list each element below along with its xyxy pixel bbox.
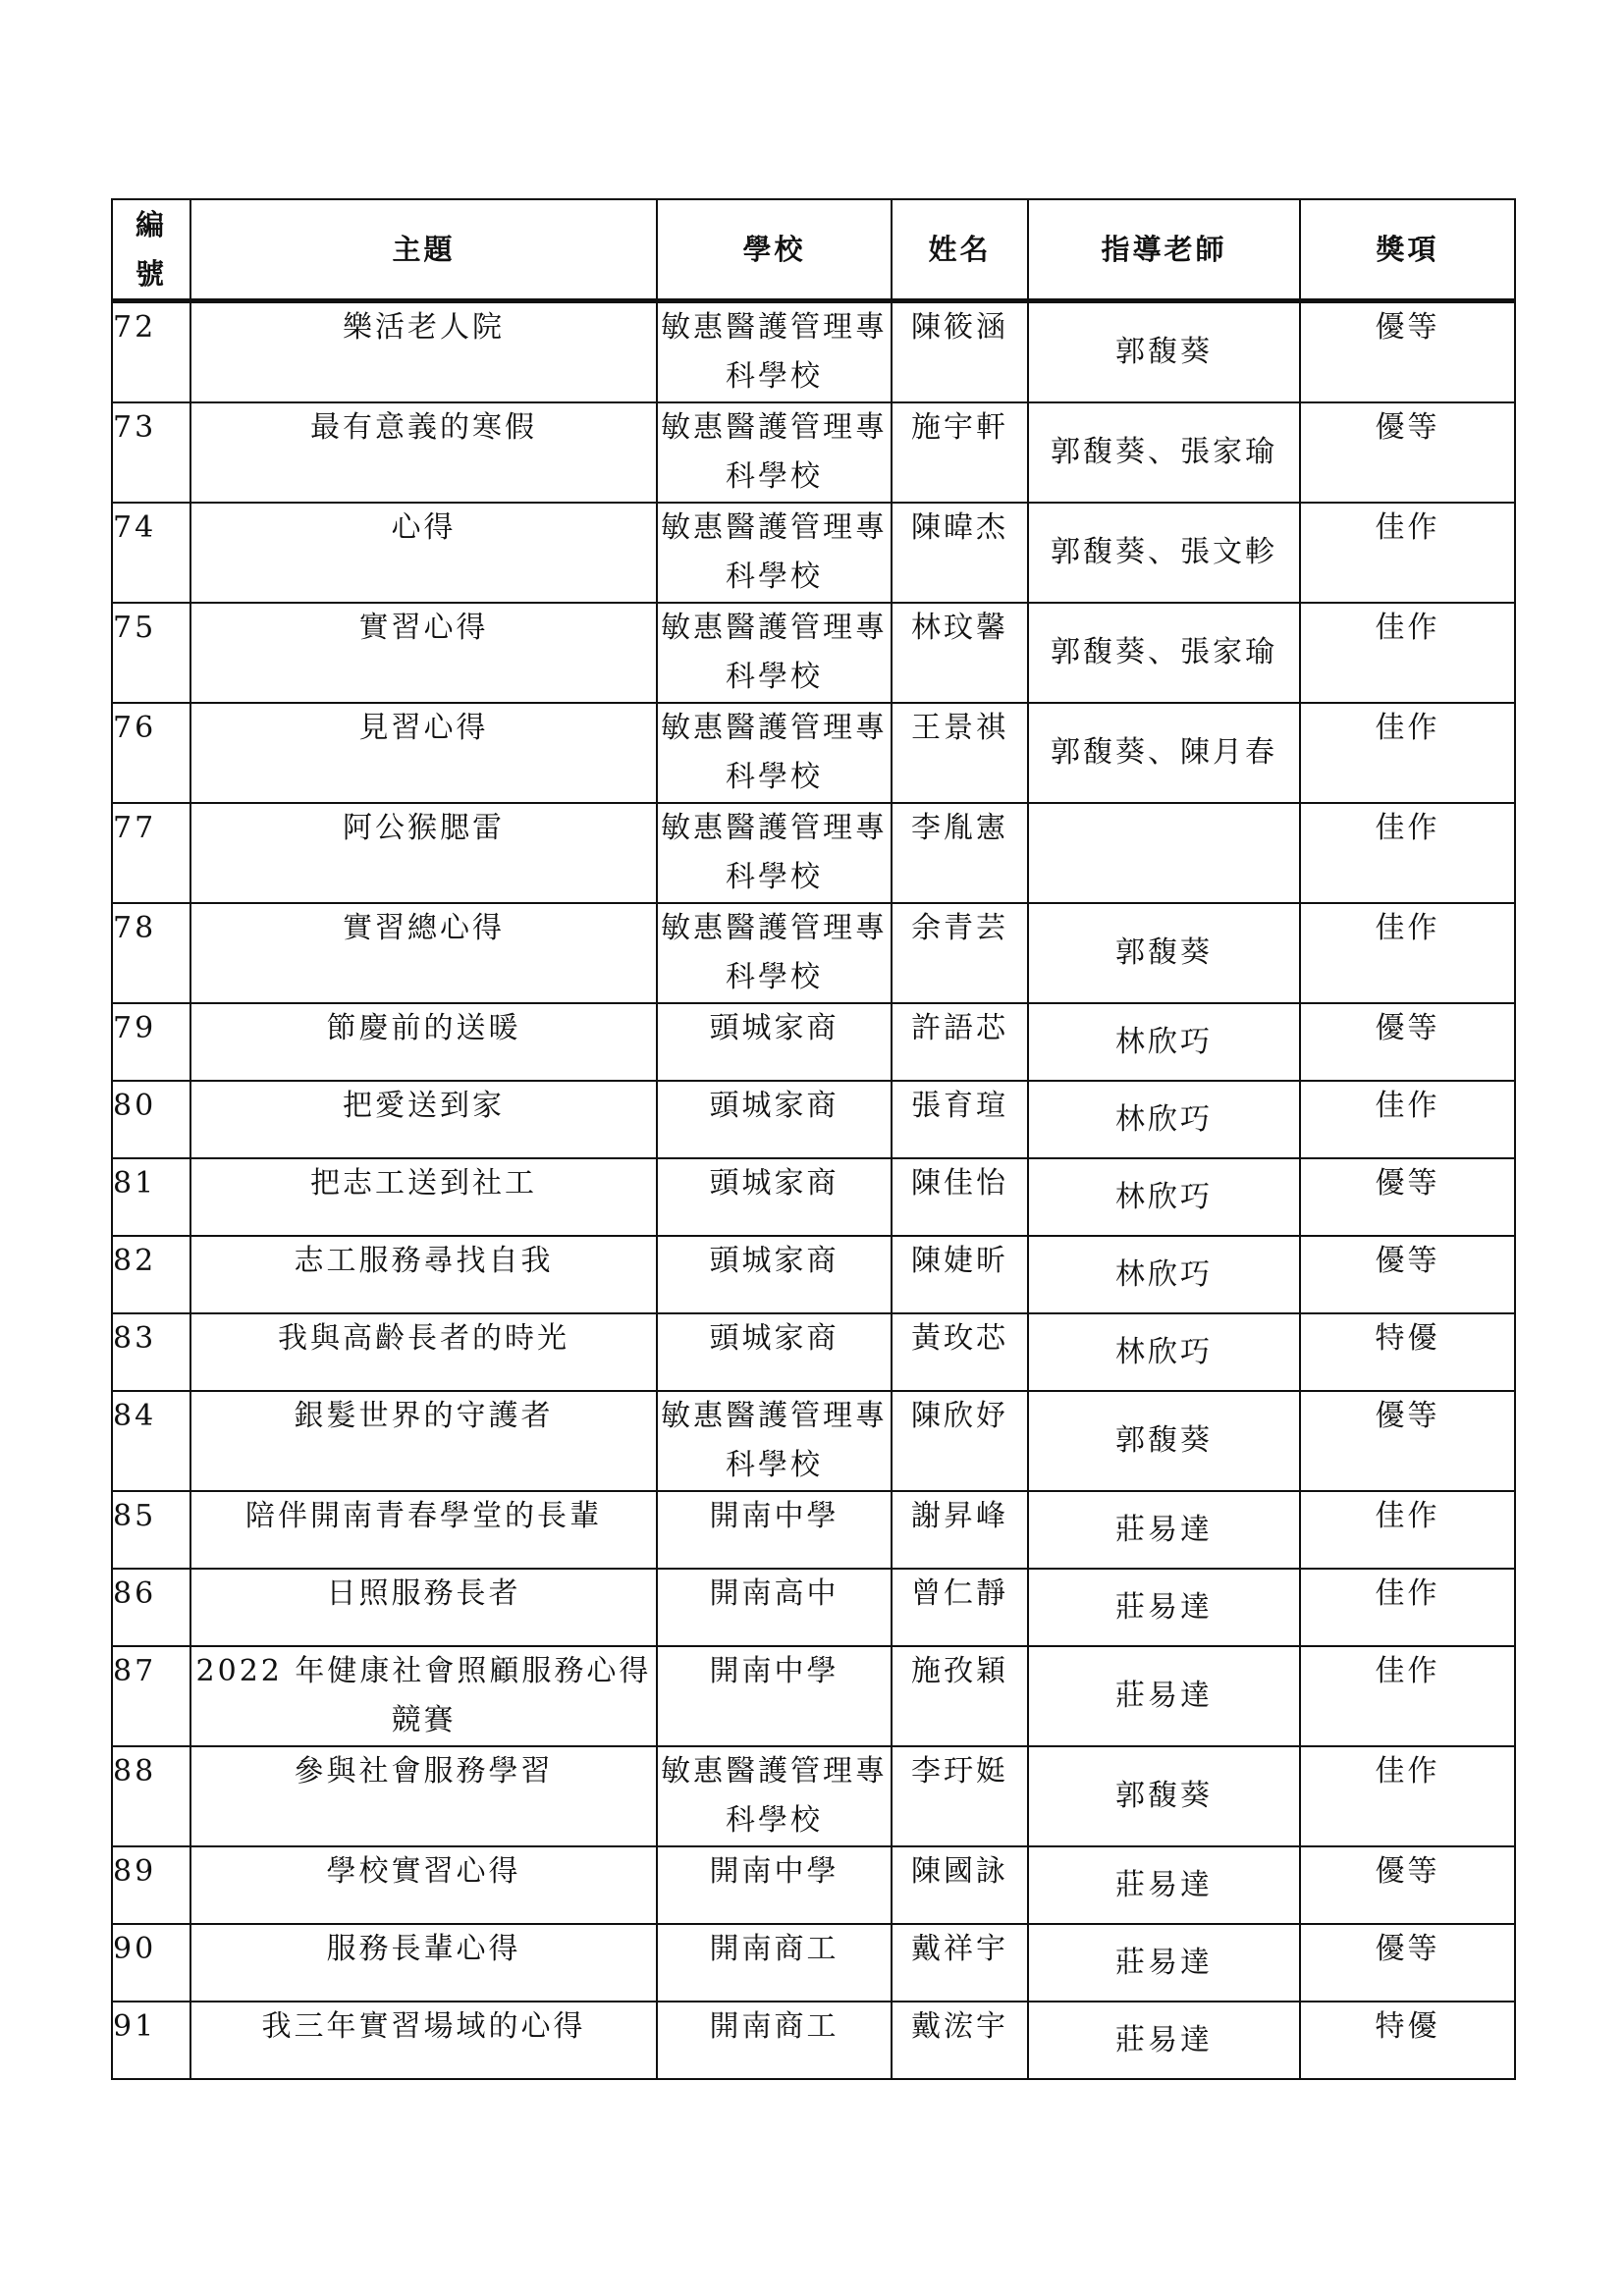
cell-teacher: 郭馥葵: [1028, 1391, 1300, 1491]
cell-school: 敏惠醫護管理專科學校: [657, 301, 892, 403]
cell-award: 佳作: [1300, 1646, 1515, 1746]
cell-number: 72: [112, 301, 190, 403]
cell-student-name: 施宇軒: [892, 402, 1028, 503]
cell-teacher: 林欣巧: [1028, 1236, 1300, 1313]
cell-school: 敏惠醫護管理專科學校: [657, 703, 892, 803]
cell-number: 74: [112, 503, 190, 603]
cell-award: 特優: [1300, 2002, 1515, 2079]
award-table-body: [112, 301, 1515, 2080]
table-row: [112, 1158, 1515, 1236]
cell-award: 佳作: [1300, 1569, 1515, 1646]
cell-teacher: 莊易達: [1028, 1569, 1300, 1646]
cell-number: 79: [112, 1003, 190, 1081]
table-row: [112, 301, 1515, 403]
cell-school: 開南中學: [657, 1646, 892, 1746]
cell-student-name: 王景祺: [892, 703, 1028, 803]
cell-school: 敏惠醫護管理專科學校: [657, 503, 892, 603]
table-row: [112, 1236, 1515, 1313]
cell-school: 敏惠醫護管理專科學校: [657, 803, 892, 903]
cell-school: 頭城家商: [657, 1003, 892, 1081]
cell-teacher: 郭馥葵、張文軫: [1028, 503, 1300, 603]
cell-teacher: 林欣巧: [1028, 1081, 1300, 1158]
table-row: [112, 1313, 1515, 1391]
cell-topic: 參與社會服務學習: [190, 1746, 657, 1846]
cell-award: 佳作: [1300, 1081, 1515, 1158]
cell-student-name: 謝昇峰: [892, 1491, 1028, 1569]
cell-school: 開南高中: [657, 1569, 892, 1646]
cell-award: 佳作: [1300, 803, 1515, 903]
table-row: [112, 603, 1515, 703]
cell-teacher: 郭馥葵: [1028, 903, 1300, 1003]
cell-teacher: 郭馥葵、張家瑜: [1028, 603, 1300, 703]
table-row: [112, 1924, 1515, 2002]
cell-award: 優等: [1300, 1924, 1515, 2002]
cell-award: 佳作: [1300, 603, 1515, 703]
cell-award: 佳作: [1300, 903, 1515, 1003]
cell-teacher: 郭馥葵: [1028, 301, 1300, 403]
cell-topic: 志工服務尋找自我: [190, 1236, 657, 1313]
cell-teacher: 莊易達: [1028, 1491, 1300, 1569]
cell-topic: 我與高齡長者的時光: [190, 1313, 657, 1391]
cell-teacher: 莊易達: [1028, 1846, 1300, 1924]
cell-student-name: 戴祥宇: [892, 1924, 1028, 2002]
table-row: [112, 402, 1515, 503]
table-row: [112, 1646, 1515, 1746]
cell-school: 敏惠醫護管理專科學校: [657, 402, 892, 503]
table-row: [112, 1491, 1515, 1569]
table-row: [112, 1846, 1515, 1924]
cell-number: 78: [112, 903, 190, 1003]
cell-topic: 學校實習心得: [190, 1846, 657, 1924]
cell-student-name: 李胤憲: [892, 803, 1028, 903]
cell-number: 83: [112, 1313, 190, 1391]
award-list-sheet: [111, 198, 1514, 2080]
cell-award: 特優: [1300, 1313, 1515, 1391]
cell-topic: 節慶前的送暖: [190, 1003, 657, 1081]
cell-award: 優等: [1300, 1236, 1515, 1313]
cell-number: 77: [112, 803, 190, 903]
cell-topic: 陪伴開南青春學堂的長輩: [190, 1491, 657, 1569]
cell-student-name: 施孜穎: [892, 1646, 1028, 1746]
cell-number: 81: [112, 1158, 190, 1236]
cell-teacher: [1028, 803, 1300, 903]
cell-topic: 樂活老人院: [190, 301, 657, 403]
header-number-line1: 編: [135, 208, 167, 241]
cell-student-name: 戴浤宇: [892, 2002, 1028, 2079]
cell-student-name: 李玗娗: [892, 1746, 1028, 1846]
cell-number: 87: [112, 1646, 190, 1746]
table-row: [112, 1391, 1515, 1491]
cell-number: 84: [112, 1391, 190, 1491]
cell-topic: 我三年實習場域的心得: [190, 2002, 657, 2079]
table-header-row: [112, 199, 1515, 301]
cell-school: 敏惠醫護管理專科學校: [657, 603, 892, 703]
cell-teacher: 林欣巧: [1028, 1003, 1300, 1081]
cell-school: 開南商工: [657, 1924, 892, 2002]
cell-award: 優等: [1300, 1158, 1515, 1236]
cell-teacher: 郭馥葵、陳月春: [1028, 703, 1300, 803]
cell-school: 開南中學: [657, 1846, 892, 1924]
cell-teacher: 林欣巧: [1028, 1313, 1300, 1391]
cell-student-name: 陳佳怡: [892, 1158, 1028, 1236]
cell-school: 開南商工: [657, 2002, 892, 2079]
cell-topic: 心得: [190, 503, 657, 603]
header-school: 學校: [657, 199, 892, 301]
cell-number: 73: [112, 402, 190, 503]
cell-topic: 日照服務長者: [190, 1569, 657, 1646]
cell-topic: 2022 年健康社會照顧服務心得競賽: [190, 1646, 657, 1746]
cell-teacher: 郭馥葵: [1028, 1746, 1300, 1846]
cell-number: 85: [112, 1491, 190, 1569]
cell-award: 佳作: [1300, 703, 1515, 803]
cell-school: 敏惠醫護管理專科學校: [657, 1746, 892, 1846]
cell-student-name: 陳欣妤: [892, 1391, 1028, 1491]
cell-student-name: 陳婕昕: [892, 1236, 1028, 1313]
cell-number: 76: [112, 703, 190, 803]
header-number-line2: 號: [135, 257, 167, 291]
cell-school: 頭城家商: [657, 1313, 892, 1391]
cell-student-name: 余青芸: [892, 903, 1028, 1003]
cell-topic: 把愛送到家: [190, 1081, 657, 1158]
cell-number: 75: [112, 603, 190, 703]
table-row: [112, 803, 1515, 903]
cell-number: 82: [112, 1236, 190, 1313]
cell-teacher: 莊易達: [1028, 2002, 1300, 2079]
cell-topic: 把志工送到社工: [190, 1158, 657, 1236]
table-row: [112, 903, 1515, 1003]
table-row: [112, 703, 1515, 803]
cell-student-name: 陳筱涵: [892, 301, 1028, 403]
cell-number: 88: [112, 1746, 190, 1846]
table-row: [112, 1081, 1515, 1158]
cell-award: 優等: [1300, 1846, 1515, 1924]
cell-school: 頭城家商: [657, 1236, 892, 1313]
cell-student-name: 許語芯: [892, 1003, 1028, 1081]
cell-topic: 實習總心得: [190, 903, 657, 1003]
cell-number: 80: [112, 1081, 190, 1158]
cell-school: 敏惠醫護管理專科學校: [657, 903, 892, 1003]
cell-student-name: 陳暐杰: [892, 503, 1028, 603]
cell-school: 敏惠醫護管理專科學校: [657, 1391, 892, 1491]
cell-number: 89: [112, 1846, 190, 1924]
cell-award: 優等: [1300, 1003, 1515, 1081]
cell-school: 開南中學: [657, 1491, 892, 1569]
cell-topic: 見習心得: [190, 703, 657, 803]
cell-number: 91: [112, 2002, 190, 2079]
cell-award: 佳作: [1300, 1746, 1515, 1846]
cell-number: 86: [112, 1569, 190, 1646]
cell-award: 佳作: [1300, 1491, 1515, 1569]
table-row: [112, 2002, 1515, 2079]
header-teacher: 指導老師: [1028, 199, 1300, 301]
cell-topic: 阿公猴腮雷: [190, 803, 657, 903]
cell-number: 90: [112, 1924, 190, 2002]
cell-award: 佳作: [1300, 503, 1515, 603]
table-row: [112, 1746, 1515, 1846]
cell-student-name: 張育瑄: [892, 1081, 1028, 1158]
header-name: 姓名: [892, 199, 1028, 301]
cell-student-name: 黃玫芯: [892, 1313, 1028, 1391]
table-row: [112, 503, 1515, 603]
header-award: 獎項: [1300, 199, 1515, 301]
header-number: [112, 199, 190, 301]
cell-topic: 服務長輩心得: [190, 1924, 657, 2002]
cell-topic: 銀髮世界的守護者: [190, 1391, 657, 1491]
cell-teacher: 林欣巧: [1028, 1158, 1300, 1236]
cell-school: 頭城家商: [657, 1081, 892, 1158]
cell-award: 優等: [1300, 402, 1515, 503]
cell-topic: 最有意義的寒假: [190, 402, 657, 503]
cell-teacher: 莊易達: [1028, 1646, 1300, 1746]
cell-teacher: 莊易達: [1028, 1924, 1300, 2002]
cell-award: 優等: [1300, 1391, 1515, 1491]
cell-student-name: 林玟馨: [892, 603, 1028, 703]
cell-teacher: 郭馥葵、張家瑜: [1028, 402, 1300, 503]
cell-student-name: 曾仁靜: [892, 1569, 1028, 1646]
cell-topic: 實習心得: [190, 603, 657, 703]
award-table: [111, 198, 1516, 2080]
table-row: [112, 1569, 1515, 1646]
cell-award: 優等: [1300, 301, 1515, 403]
table-row: [112, 1003, 1515, 1081]
cell-student-name: 陳國詠: [892, 1846, 1028, 1924]
header-topic: 主題: [190, 199, 657, 301]
cell-school: 頭城家商: [657, 1158, 892, 1236]
